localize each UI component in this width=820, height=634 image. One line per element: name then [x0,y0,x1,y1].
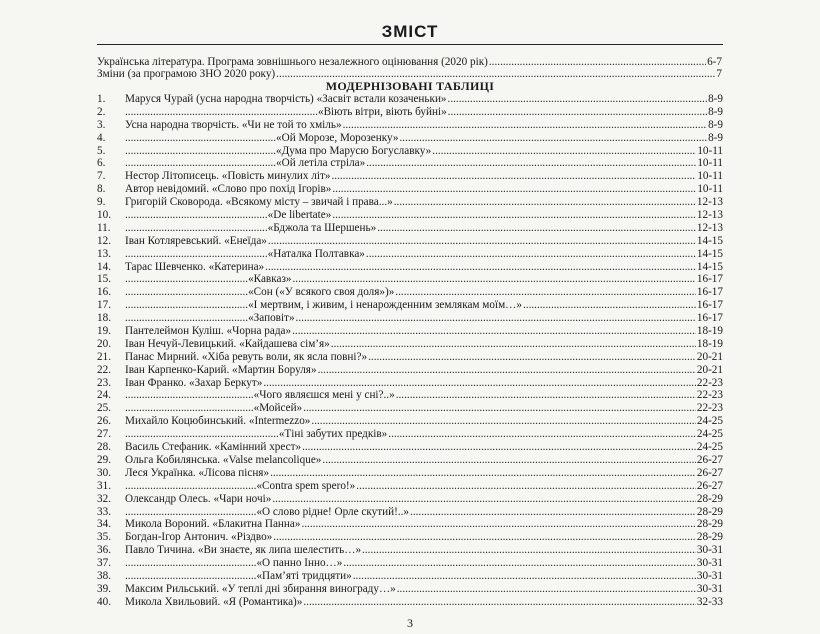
toc-row-title: ...............................................«О панно Інно…» [125,557,343,570]
toc-row-title: ...............................................«Contra spem spero!» [125,479,356,492]
toc-row-title: ............................................«Кавказ» [125,273,292,286]
toc-row-title: ...............................................«О слово рідне! Орле скутий!..» [125,505,410,518]
toc-row-page: 12-13 [696,221,723,234]
title-divider [97,44,723,45]
intro-entry-text: Зміни (за програмою ЗНО 2020 року) [97,68,276,80]
toc-row-title: Богдан-Ігор Антонич. «Різдво» [125,531,273,544]
toc-row-page: 26-27 [696,479,723,492]
dot-leader [353,570,696,583]
toc-row [97,170,723,183]
toc-row-title: ...................................................«Бджола та Шершень» [125,221,377,234]
toc-row [97,132,723,145]
toc-row-title: ...............................................«Пам’яті тридцяти» [125,569,352,582]
toc-row-number: 12. [97,234,111,247]
toc-row-number: 28. [97,441,111,454]
intro-entry-page: 7 [716,68,722,80]
toc-row-title: Іван Карпенко-Карий. «Мартин Боруля» [125,363,317,376]
toc-row-number: 11. [97,221,111,234]
toc-row-title: .......................................................«Тіні забутих предків» [125,428,388,441]
toc-row-number: 30. [97,466,111,479]
dot-leader [292,325,696,338]
toc-row-title: Микола Вороний. «Блакитна Панна» [125,518,301,531]
dot-leader [368,351,696,364]
toc-row-page: 20-21 [696,350,723,363]
toc-row-number: 20. [97,337,111,350]
toc-row-page: 14-15 [696,260,723,273]
toc-row-number: 8. [97,183,106,196]
toc-row-title: Леся Українка. «Лісова пісня» [125,466,270,479]
toc-row-page: 24-25 [696,441,723,454]
dot-leader [273,531,696,544]
toc-row [97,209,723,222]
toc-row [97,119,723,132]
dot-leader [292,273,695,286]
dot-leader [397,583,696,596]
dot-leader [448,106,707,119]
toc-row [97,428,723,441]
toc-row-page: 8-9 [708,118,723,131]
dot-leader [343,557,696,570]
dot-leader [399,132,707,145]
toc-row-number: 26. [97,415,111,428]
toc-row-page: 24-25 [696,428,723,441]
toc-row-number: 19. [97,325,111,338]
toc-row-number: 33. [97,505,111,518]
toc-row-page: 10-11 [697,170,723,183]
toc-row-page: 30-31 [696,544,723,557]
toc-row-number: 40. [97,595,111,608]
dot-leader [366,157,696,170]
toc-table [97,93,723,609]
toc-row [97,467,723,480]
toc-row-page: 14-15 [696,247,723,260]
toc-row-page: 16-17 [696,286,723,299]
toc-row [97,235,723,248]
toc-row-title: Тарас Шевченко. «Катерина» [125,260,265,273]
toc-row-number: 39. [97,582,111,595]
toc-row [97,93,723,106]
toc-row-page: 12-13 [696,196,723,209]
toc-row-page: 30-31 [696,569,723,582]
toc-row-title: ............................................«І мертвим, і живим, і ненарожденним землякам моїм…» [125,299,522,312]
toc-row-number: 7. [97,170,106,183]
dot-leader [448,93,708,106]
toc-row-number: 14. [97,260,111,273]
dot-leader [322,454,696,467]
toc-row-page: 12-13 [696,209,723,222]
dot-leader [296,312,696,325]
toc-row-title: ......................................................«Ой Морозе, Морозенку» [125,131,399,144]
toc-row-number: 37. [97,557,111,570]
toc-row-page: 10-11 [697,144,723,157]
dot-leader [332,183,696,196]
toc-row [97,441,723,454]
toc-row-page: 8-9 [708,105,723,118]
dot-leader [263,377,696,390]
toc-row-number: 2. [97,105,106,118]
toc-row-page: 8-9 [708,131,723,144]
toc-row-page: 16-17 [696,312,723,325]
toc-row [97,106,723,119]
toc-row [97,506,723,519]
toc-row-page: 28-29 [696,492,723,505]
toc-row [97,596,723,609]
toc-row-page: 22-23 [696,402,723,415]
toc-row-page: 14-15 [696,234,723,247]
toc-row [97,531,723,544]
toc-row-number: 10. [97,209,111,222]
dot-leader [331,338,696,351]
dot-leader [394,196,696,209]
toc-row-page: 30-31 [696,582,723,595]
toc-row-number: 5. [97,144,106,157]
toc-row-page: 32-33 [696,595,723,608]
toc-row-title: .....................................................................«Віють вітри, віють буйні» [125,105,447,118]
section-title: МОДЕРНІЗОВАНІ ТАБЛИЦІ [325,79,495,93]
toc-row-title: ...................................................«De libertate» [125,209,332,222]
toc-row [97,351,723,364]
toc-row-number: 31. [97,479,111,492]
toc-row-number: 23. [97,376,111,389]
toc-row [97,402,723,415]
toc-row [97,273,723,286]
dot-leader [377,222,696,235]
dot-leader [303,596,696,609]
toc-row [97,248,723,261]
toc-row-number: 6. [97,157,106,170]
toc-row-title: Григорій Сковорода. «Всякому місту – звичай і права...» [125,196,393,209]
toc-row [97,454,723,467]
toc-row [97,299,723,312]
dot-leader [331,170,696,183]
toc-row-title: Нестор Літописець. «Повість минулих літ» [125,170,331,183]
intro-entry-page: 6-7 [707,56,722,68]
toc-row-title: Максим Рильський. «У теплі дні збирання винограду…» [125,582,396,595]
toc-row-page: 18-19 [696,337,723,350]
toc-row-title: ...................................................«Наталка Полтавка» [125,247,365,260]
toc-row [97,196,723,209]
toc-row-page: 26-27 [696,466,723,479]
toc-row-number: 34. [97,518,111,531]
dot-leader [303,402,696,415]
toc-row-title: Усна народна творчість. «Чи не той то хміль» [125,118,342,131]
toc-row-number: 25. [97,402,111,415]
dot-leader [318,364,696,377]
dot-leader [343,119,708,132]
toc-row-number: 17. [97,299,111,312]
toc-row-title: ..............................................«Мойсей» [125,402,303,415]
toc-row-title: Олександр Олесь. «Чари ночі» [125,492,272,505]
toc-row-title: ......................................................«Дума про Марусю Богуславку» [125,144,432,157]
toc-row-title: Ольга Кобилянська. «Valse melancolique» [125,453,322,466]
toc-row [97,583,723,596]
toc-row-title: ......................................................«Ой летіла стріла» [125,157,366,170]
toc-row-page: 30-31 [696,557,723,570]
dot-leader [396,389,696,402]
toc-row-page: 16-17 [696,273,723,286]
dot-leader [362,544,696,557]
toc-row-number: 1. [97,93,106,105]
dot-leader [388,428,696,441]
toc-row-page: 22-23 [696,376,723,389]
toc-row [97,557,723,570]
page-number: 3 [407,616,413,630]
toc-row-title: Панас Мирний. «Хіба ревуть воли, як ясла повні?» [125,350,368,363]
toc-row-title: Микола Хвильовий. «Я (Романтика)» [125,595,303,608]
toc-row-page: 26-27 [696,453,723,466]
toc-row-number: 13. [97,247,111,260]
toc-row-title: Іван Франко. «Захар Беркут» [125,376,263,389]
dot-leader [395,286,696,299]
toc-row-page: 28-29 [696,518,723,531]
toc-row-page: 8-9 [708,93,723,105]
toc-row [97,415,723,428]
toc-row [97,261,723,274]
toc-row-page: 22-23 [696,389,723,402]
toc-row [97,377,723,390]
toc-row-page: 24-25 [696,415,723,428]
dot-leader [268,235,696,248]
dot-leader [356,480,696,493]
toc-row [97,570,723,583]
toc-row-page: 18-19 [696,325,723,338]
dot-leader [523,299,696,312]
toc-row-title: Михайло Коцюбинський. «Intermezzo» [125,415,311,428]
toc-row-number: 3. [97,118,106,131]
toc-row-number: 21. [97,350,111,363]
toc-row [97,183,723,196]
dot-leader [332,209,696,222]
dot-leader [311,415,696,428]
toc-row-title: Іван Котляревський. «Енеїда» [125,234,267,247]
toc-row-number: 35. [97,531,111,544]
dot-leader [270,467,696,480]
toc-row [97,544,723,557]
toc-row-page: 28-29 [696,531,723,544]
dot-leader [301,518,695,531]
dot-leader [302,441,696,454]
toc-row [97,222,723,235]
toc-row-number: 22. [97,363,111,376]
toc-row-title: Автор невідомий. «Слово про похід Ігорів» [125,183,332,196]
toc-row-number: 16. [97,286,111,299]
toc-row-title: ..............................................«Чого являєшся мені у сні?..» [125,389,395,402]
toc-row-page: 28-29 [696,505,723,518]
toc-row [97,480,723,493]
toc-row-title: Іван Нечуй-Левицький. «Кайдашева сім’я» [125,337,330,350]
dot-leader [432,145,696,158]
intro-entry-text: Українська література. Програма зовнішнього незалежного оцінювання (2020 рік) [97,56,488,68]
toc-row-title: ............................................«Сон («У всякого своя доля»)» [125,286,395,299]
toc-row [97,312,723,325]
toc-row-number: 15. [97,273,111,286]
dot-leader [410,506,696,519]
toc-row-page: 16-17 [696,299,723,312]
toc-row-number: 4. [97,131,106,144]
toc-row-title: ............................................«Заповіт» [125,312,295,325]
toc-row-title: Василь Стефаник. «Камінний хрест» [125,441,302,454]
toc-row [97,325,723,338]
toc-row-page: 10-11 [697,183,723,196]
toc-row-page: 10-11 [697,157,723,170]
toc-row [97,364,723,377]
toc-row-number: 36. [97,544,111,557]
toc-row [97,338,723,351]
dot-leader [366,248,696,261]
dot-leader [265,261,696,274]
page-title: ЗМІСТ [381,22,439,41]
toc-row-number: 18. [97,312,111,325]
toc-row-number: 9. [97,196,106,209]
toc-row-number: 38. [97,569,111,582]
toc-row-title: Пантелеймон Куліш. «Чорна рада» [125,325,292,338]
toc-row-number: 27. [97,428,111,441]
toc-row-page: 20-21 [696,363,723,376]
toc-row [97,493,723,506]
toc-row-title: Павло Тичина. «Ви знаєте, як липа шелестить…» [125,544,362,557]
toc-row-title: Маруся Чурай (усна народна творчість) «Засвіт встали козаченьки» [125,93,447,105]
toc-row-number: 32. [97,492,111,505]
toc-row-number: 24. [97,389,111,402]
toc-row [97,145,723,158]
toc-row-number: 29. [97,453,111,466]
toc-row [97,389,723,402]
toc-row [97,157,723,170]
toc-row [97,286,723,299]
dot-leader [272,493,696,506]
toc-row [97,518,723,531]
